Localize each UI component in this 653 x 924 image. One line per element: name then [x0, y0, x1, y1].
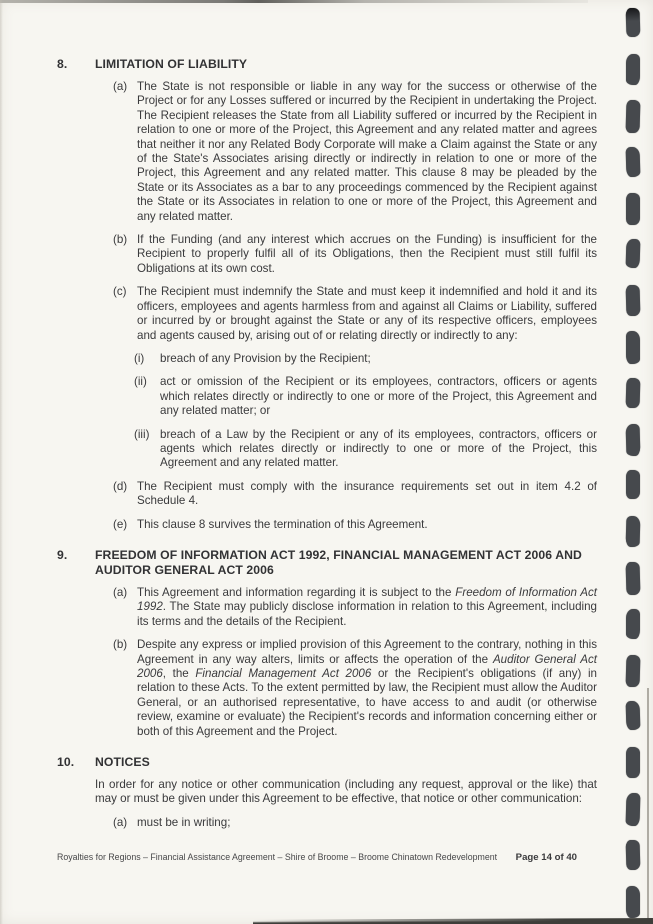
binding-hole — [626, 839, 641, 869]
clause-8a-text: The State is not responsible or liable in any way for the success or otherwise of the Project or for any Losses suffered or incurred by the Recipient in undertaking the Project. The Recipient releases the State from all Liability suffered or incurred by the Recipient in relation to one or more of the Project, this Agreement and any related matter and agrees that neither it nor any Related Body Corporate will make a Claim against the State or any of the State's Associates arising directly or indirectly in relation to one or more of the Project, this Agreement and any related matter. This clause 8 may be pleaded by the State or its Associates as a bar to any proceedings commenced by the Recipient against the State or its Associates in relation to one or more of the Project, this Agreement and any related matter. — [137, 80, 597, 223]
binding-hole — [626, 516, 641, 547]
section-9-number: 9. — [57, 547, 68, 562]
section-8-heading — [57, 57, 597, 72]
clause-8e-label: (e) — [113, 517, 128, 531]
clause-9b-seg3: or the Recipient's obligations (if any) in relation to these Acts. To the extent permitted by law, the Recipient must allow the Auditor General, or an authorised representative, to have access to and audit (or otherwise review, examine or evaluate) the Recipient's records and information concerning either or both of this Agreement and the Project. — [137, 667, 597, 738]
clause-8c-i-label: (i) — [134, 351, 145, 365]
clause-8c-i — [134, 352, 597, 366]
scan-edge-left — [0, 0, 3, 924]
clause-10-intro: In order for any notice or other communication (including any request, approval or the like) that may or must be given under this Agreement to be effective, that notice or other communication: — [95, 778, 597, 806]
binding-hole — [626, 747, 640, 778]
clause-9b-text — [137, 638, 597, 739]
page-footer — [57, 852, 577, 863]
scan-edge-right — [647, 688, 649, 924]
binding-hole — [626, 886, 640, 918]
page-content — [57, 0, 597, 839]
section-10-notices — [57, 755, 597, 830]
binding-hole — [626, 331, 640, 364]
clause-8d-label: (d) — [113, 479, 128, 493]
clause-9a-text — [137, 586, 597, 629]
binding-hole — [626, 146, 641, 176]
clause-8d-text: The Recipient must comply with the insurance requirements set out in item 4.2 of Schedule 4. — [137, 479, 597, 508]
clause-8b-label: (b) — [113, 233, 128, 247]
binding-hole — [626, 8, 641, 37]
section-10-heading — [57, 755, 597, 770]
section-8-limitation-of-liability — [57, 57, 597, 532]
clause-10a — [113, 816, 597, 830]
binding-hole — [626, 239, 641, 268]
binding-hole — [626, 193, 640, 225]
clause-8b — [113, 233, 597, 276]
clause-9a-act-name-italic: Freedom of Information Act 1992 — [137, 585, 597, 614]
section-9-foi-fma-aga — [57, 548, 597, 739]
clause-8c-ii — [134, 375, 597, 418]
clause-9b-seg2: , the — [162, 667, 196, 680]
clause-8c-iii-text: breach of a Law by the Recipient or any of its employees, contractors, officers or agents which relates directly or indirectly to one or more of the Project, this Agreement and any related matter. — [160, 427, 597, 470]
clause-8a — [113, 80, 597, 224]
section-8-number: 8. — [57, 57, 68, 71]
section-9-title: FREEDOM OF INFORMATION ACT 1992, FINANCIAL MANAGEMENT ACT 2006 AND AUDITOR GENERAL ACT 2006 — [95, 547, 582, 577]
clause-8d — [113, 480, 597, 509]
clause-10a-label: (a) — [113, 815, 128, 829]
clause-10a-text: must be in writing; — [137, 815, 231, 829]
binding-hole — [626, 655, 641, 687]
clause-8c — [113, 285, 597, 343]
clause-8b-text: If the Funding (and any interest which accrues on the Funding) is insufficient for the Recipient to properly fulfil all of its Obligations, then the Recipient must still fulfil its Obligations at its own cost. — [137, 233, 597, 275]
clause-8c-text: The Recipient must indemnify the State and must keep it indemnified and hold it and its officers, employees and agents harmless from and against all Claims or Liability, suffered or incurred by or brought against the State or any of its respective officers, employees and agents caused by, arising out of or relating directly or indirectly to any: — [137, 285, 597, 342]
scan-edge-bottom — [253, 918, 653, 924]
section-9-heading — [57, 548, 597, 578]
clause-8e-text: This clause 8 survives the termination of this Agreement. — [137, 517, 428, 531]
clause-9a — [113, 586, 597, 629]
binding-hole — [626, 100, 641, 133]
binding-hole — [626, 470, 640, 499]
section-10-number: 10. — [57, 755, 75, 770]
clause-9b — [113, 638, 597, 739]
clause-8c-iii — [134, 428, 597, 471]
clause-8c-i-text: breach of any Provision by the Recipient; — [160, 351, 371, 365]
clause-8c-ii-text: act or omission of the Recipient or its employees, contractors, officers or agents which relates directly or indirectly to one or more of the Project, this Agreement and any related matter; or — [160, 375, 597, 418]
section-8-title: LIMITATION OF LIABILITY — [95, 57, 248, 71]
footer-page-number: Page 14 of 40 — [515, 852, 577, 863]
binding-hole — [626, 285, 641, 316]
clause-8c-label: (c) — [113, 285, 127, 299]
clause-9a-seg1: This Agreement and information regarding it is subject to the — [137, 585, 456, 599]
binding-hole — [626, 424, 641, 456]
clause-8c-iii-label: (iii) — [134, 427, 150, 441]
binding-hole — [626, 701, 641, 730]
clause-8e — [113, 518, 597, 532]
clause-9b-act-name-italic-2: Financial Management Act 2006 — [195, 667, 372, 680]
binding-hole — [626, 377, 641, 407]
clause-8c-ii-label: (ii) — [134, 375, 147, 389]
clause-8a-label: (a) — [113, 80, 128, 93]
clause-9a-seg2: . The State may publicly disclose information in relation to this Agreement, including its terms and the details of the Recipient. — [137, 600, 597, 628]
section-10-title: NOTICES — [95, 755, 150, 770]
footer-document-title: Royalties for Regions – Financial Assistance Agreement – Shire of Broome – Broome Chinatown Redevelopment — [57, 852, 498, 862]
binding-hole — [626, 562, 641, 595]
clause-9a-label: (a) — [113, 585, 128, 599]
binding-hole — [626, 54, 640, 85]
binding-hole — [626, 793, 641, 826]
clause-9b-act-name-italic-1: Auditor General Act 2006 — [137, 652, 597, 680]
binding-hole — [626, 609, 640, 639]
clause-9b-label: (b) — [113, 638, 128, 652]
clause-9b-seg1: Despite any express or implied provision of this Agreement to the contrary, nothing in this Agreement in any way alters, limits or affects the operation of the — [137, 638, 597, 666]
